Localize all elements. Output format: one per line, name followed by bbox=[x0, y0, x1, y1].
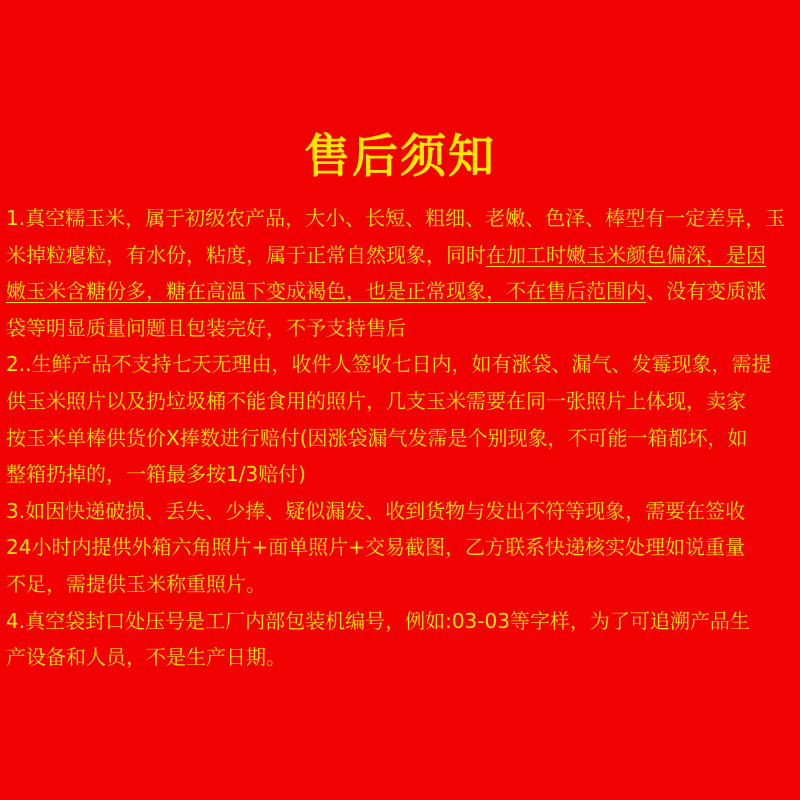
text-segment: 24小时内提供外箱六角照片+面单照片+交易截图，乙方联系快递核实处理如说重量 bbox=[6, 535, 745, 560]
notice-line bbox=[6, 639, 786, 676]
notice-line bbox=[6, 273, 786, 310]
notice-line bbox=[6, 456, 786, 493]
text-segment: 3.如因快递破损、丢失、少捧、疑似漏发、收到货物与发出不符等现象，需要在签收 bbox=[6, 498, 746, 523]
text-segment: 、没有变质涨 bbox=[646, 279, 766, 304]
text-segment: 产设备和人员，不是生产日期。 bbox=[6, 645, 286, 670]
text-segment: 不足，需提供玉米称重照片。 bbox=[6, 571, 266, 596]
text-segment: 整箱扔掉的，一箱最多按1/3赔付) bbox=[6, 462, 306, 487]
notice-line bbox=[6, 603, 786, 640]
text-segment: 袋等明显质量问题且包装完好，不予支持售后 bbox=[6, 315, 406, 340]
text-segment: 4.真空袋封口处压号是工厂内部包装机编号，例如:03-03等字样，为了可追溯产品生 bbox=[6, 608, 750, 633]
text-segment: 米掉粒瘪粒，有水份，粘度，属于正常自然现象，同时 bbox=[6, 242, 486, 267]
notice-line bbox=[6, 493, 786, 530]
notice-line bbox=[6, 420, 786, 457]
underlined-text-segment: 嫩玉米含糖份多，糖在高温下变成褐色，也是正常现象，不在售后范围内 bbox=[6, 279, 646, 304]
text-segment: 1.真空糯玉米，属于初级农产品，大小、长短、粗细、老嫩、色泽、棒型有一定差异，玉 bbox=[6, 206, 786, 230]
notice-line bbox=[6, 310, 786, 347]
underlined-text-segment: 在加工时嫩玉米颜色偏深，是因 bbox=[486, 242, 766, 267]
notice-line bbox=[6, 383, 786, 420]
notice-line bbox=[6, 566, 786, 603]
page-title: 售后须知 bbox=[304, 129, 496, 183]
notice-line bbox=[6, 237, 786, 274]
notice-line bbox=[6, 346, 786, 383]
text-segment: 2..生鲜产品不支持七天无理由，收件人签收七日内，如有涨袋、漏气、发霉现象，需提 bbox=[6, 352, 772, 377]
text-segment: 供玉米照片以及扔垃圾桶不能食用的照片，几支玉米需要在同一张照片上体现，卖家 bbox=[6, 388, 746, 413]
text-segment: 按玉米单棒供货价X捧数进行赔付(因涨袋漏气发霈是个别现象，不可能一箱都坏，如 bbox=[6, 425, 748, 450]
notice-line bbox=[6, 529, 786, 566]
notice-line bbox=[6, 200, 786, 237]
notice-body bbox=[6, 200, 786, 676]
